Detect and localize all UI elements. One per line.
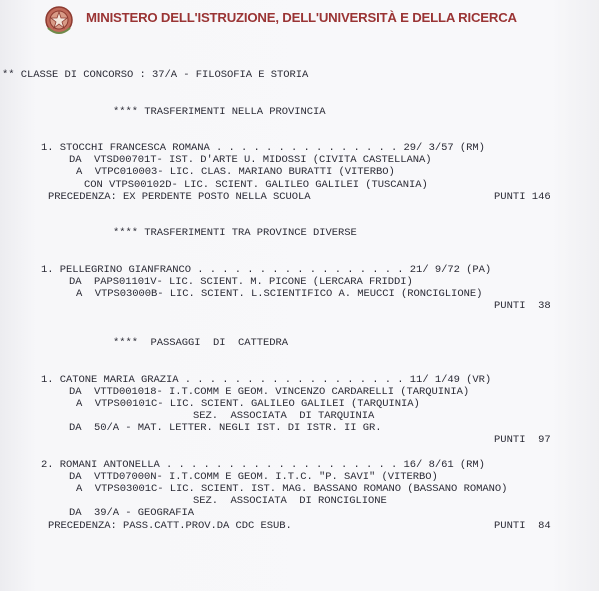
entry-line: DA VTTD001018- I.T.COMM E GEOM. VINCENZO CARDARELLI (TARQUINIA) [69,386,470,398]
entry-header-line: 1. CATONE MARIA GRAZIA . . . . . . . . . . . . . . . . . . 11/ 1/49 (VR) [41,374,492,386]
entry-line: DA VTSD00701T- IST. D'ARTE U. MIDOSSI (CIVITA CASTELLANA) [69,154,432,166]
entry-line: PRECEDENZA: EX PERDENTE POSTO NELLA SCUOLA [48,191,311,203]
punti-value: PUNTI 97 [494,434,551,446]
punti-value: PUNTI 146 [494,191,551,203]
entry-line: CON VTPS00102D- LIC. SCIENT. GALILEO GALILEI (TUSCANIA) [84,179,428,191]
entry-line: A VTPS00101C- LIC. SCIENT. GALILEO GALILEI (TARQUINIA) [76,398,420,410]
punti-value: PUNTI 38 [494,300,551,312]
section-title: **** TRASFERIMENTI NELLA PROVINCIA [113,106,326,118]
classe-di-concorso: ** CLASSE DI CONCORSO : 37/A - FILOSOFIA E STORIA [2,69,309,81]
entry-line: SEZ. ASSOCIATA DI RONCIGLIONE [193,495,387,507]
entry-header-line: 2. ROMANI ANTONELLA . . . . . . . . . . . . . . . . . . . 16/ 8/61 (RM) [41,459,485,471]
entry-line: SEZ. ASSOCIATA DI TARQUINIA [193,410,375,422]
ministry-title: MINISTERO DELL'ISTRUZIONE, DELL'UNIVERSITÀ E DELLA RICERCA [86,10,517,25]
entry-line: DA PAPS01101V- LIC. SCIENT. M. PICONE (LERCARA FRIDDI) [69,276,413,288]
entry-line: A VTPC010003- LIC. CLAS. MARIANO BURATTI (VITERBO) [76,166,395,178]
section-title: **** TRASFERIMENTI TRA PROVINCE DIVERSE [113,227,357,239]
entry-line: PRECEDENZA: PASS.CATT.PROV.DA CDC ESUB. [48,520,292,532]
entry-line: DA VTTD07000N- I.T.COMM E GEOM. I.T.C. "P. SAVI" (VITERBO) [69,471,438,483]
entry-header-line: 1. PELLEGRINO GIANFRANCO . . . . . . . . . . . . . . . . . 21/ 9/72 (PA) [41,264,492,276]
entry-line: DA 39/A - GEOGRAFIA [69,507,195,519]
entry-line: A VTPS03000B- LIC. SCIENT. L.SCIENTIFICO A. MEUCCI (RONCIGLIONE) [76,288,483,300]
section-title: **** PASSAGGI DI CATTEDRA [113,337,289,349]
entry-line: A VTPS03001C- LIC. SCIENT. IST. MAG. BASSANO ROMANO (BASSANO ROMANO) [76,483,508,495]
entry-header-line: 1. STOCCHI FRANCESCA ROMANA . . . . . . . . . . . . . . . 29/ 3/57 (RM) [41,142,485,154]
punti-value: PUNTI 84 [494,520,551,532]
entry-line: DA 50/A - MAT. LETTER. NEGLI IST. DI ISTR. II GR. [69,422,382,434]
